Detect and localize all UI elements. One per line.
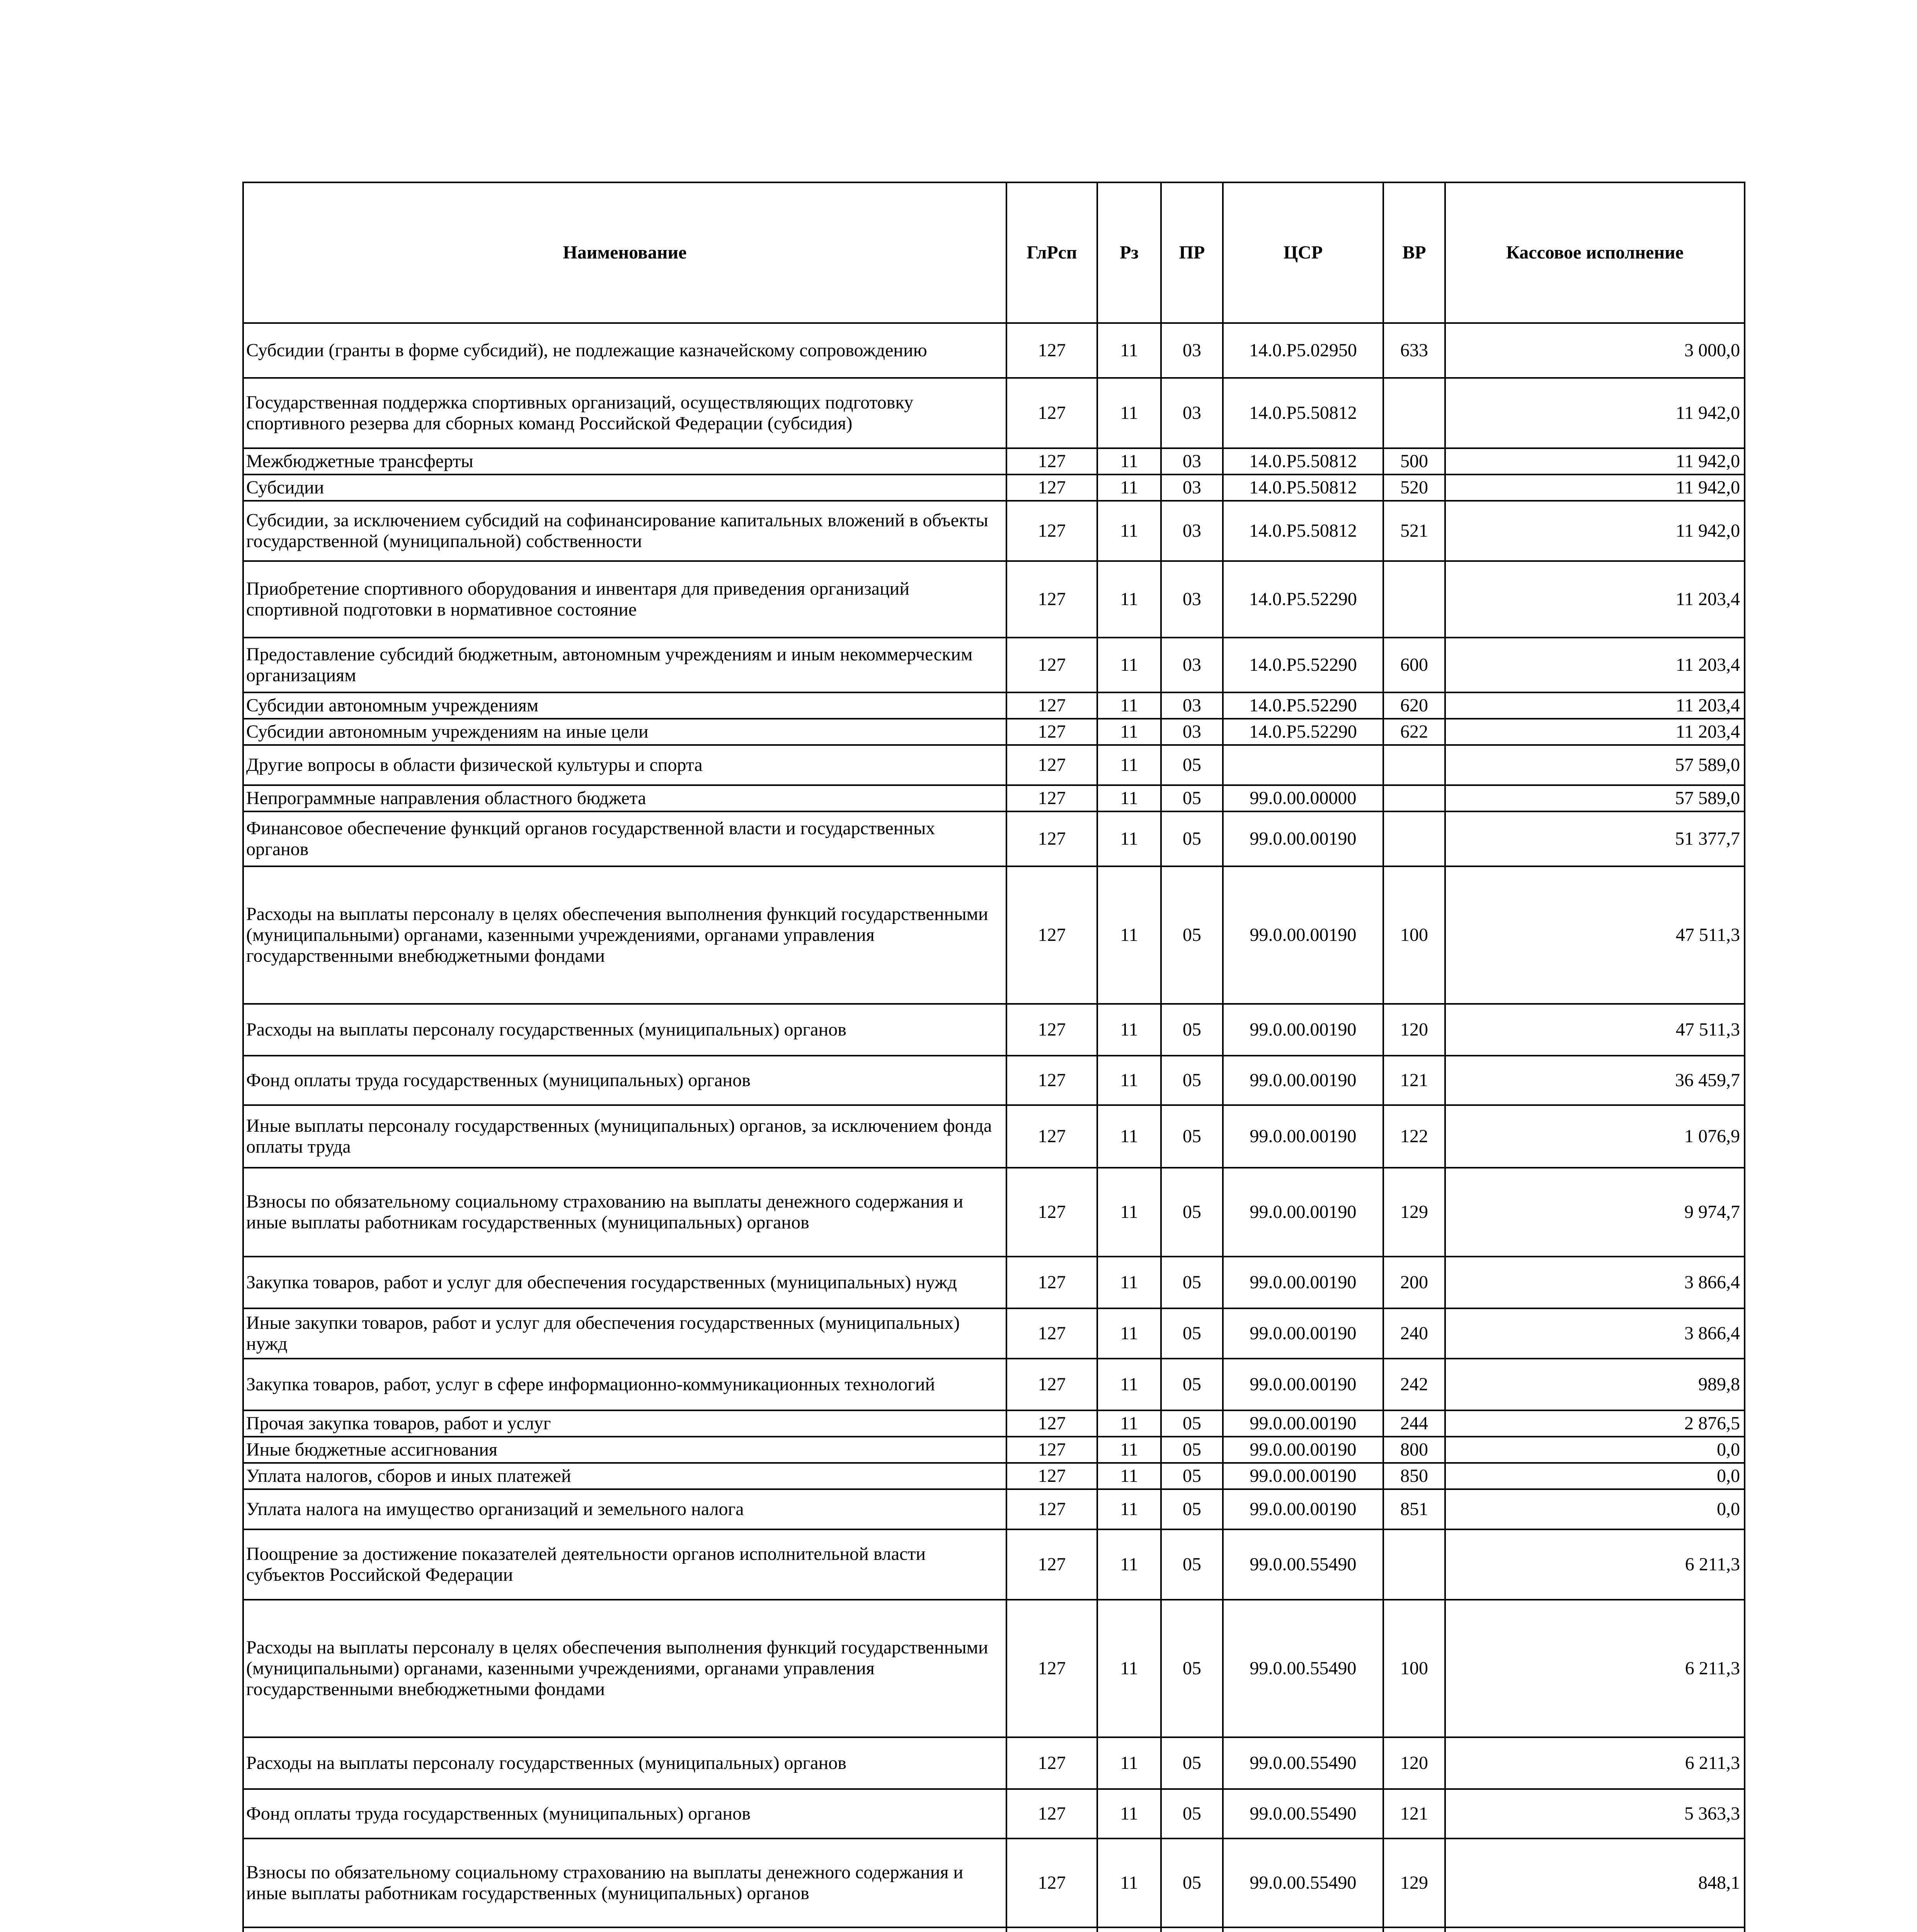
cell-glrsp xyxy=(1006,1927,1097,1932)
cell-vr: 121 xyxy=(1383,1789,1445,1838)
cell-pr: 05 xyxy=(1161,1789,1223,1838)
cell-name: Поощрение за достижение показателей деятельности органов исполнительной власти субъектов Российской Федерации xyxy=(243,1529,1006,1600)
table-row xyxy=(243,448,1745,474)
cell-name: Субсидии xyxy=(243,474,1006,501)
table-row xyxy=(243,1004,1745,1056)
cell-name: Расходы на выплаты персоналу в целях обеспечения выполнения функций государственными (муниципальными) органами, казенными учреждениями, органами управления государственными внебюджетными фондами xyxy=(243,866,1006,1004)
cell-name: Приобретение спортивного оборудования и инвентаря для приведения организаций спортивной подготовки в нормативное состояние xyxy=(243,561,1006,638)
cell-rz: 11 xyxy=(1097,561,1161,638)
cell-csr: 99.0.00.00190 xyxy=(1223,1004,1383,1056)
cell-name: Уплата налога на имущество организаций и земельного налога xyxy=(243,1489,1006,1529)
header-csr: ЦСР xyxy=(1223,182,1383,323)
cell-name: Расходы на выплаты персоналу государственных (муниципальных) органов xyxy=(243,1004,1006,1056)
cell-csr: 99.0.00.00190 xyxy=(1223,1257,1383,1308)
cell-amount: 6 211,3 xyxy=(1445,1600,1745,1737)
cell-pr: 05 xyxy=(1161,866,1223,1004)
cell-amount: 6 211,3 xyxy=(1445,1529,1745,1600)
cell-csr: 14.0.P5.52290 xyxy=(1223,638,1383,692)
cell-csr: 14.0.P5.52290 xyxy=(1223,719,1383,745)
cell-vr: 121 xyxy=(1383,1056,1445,1105)
header-amount: Кассовое исполнение xyxy=(1445,182,1745,323)
table-row xyxy=(243,866,1745,1004)
table-row xyxy=(243,501,1745,561)
cell-name: Непрограммные направления областного бюджета xyxy=(243,785,1006,811)
cell-pr: 05 xyxy=(1161,1600,1223,1737)
cell-amount: 11 203,4 xyxy=(1445,719,1745,745)
cell-glrsp: 127 xyxy=(1006,323,1097,378)
cell-name: Расходы на выплаты персоналу государственных (муниципальных) органов xyxy=(243,1737,1006,1789)
cell-amount: 6 211,3 xyxy=(1445,1737,1745,1789)
cell-name: Другие вопросы в области физической культуры и спорта xyxy=(243,745,1006,785)
cell-rz: 11 xyxy=(1097,1168,1161,1257)
cell-name: Субсидии автономным учреждениям xyxy=(243,692,1006,719)
cell-amount: 57 589,0 xyxy=(1445,745,1745,785)
cell-csr: 99.0.00.00190 xyxy=(1223,1359,1383,1410)
cell-rz: 11 xyxy=(1097,866,1161,1004)
cell-name: Межбюджетные трансферты xyxy=(243,448,1006,474)
cell-glrsp: 127 xyxy=(1006,866,1097,1004)
cell-csr: 14.0.P5.52290 xyxy=(1223,561,1383,638)
cell-csr: 99.0.00.00190 xyxy=(1223,1437,1383,1463)
cell-pr: 05 xyxy=(1161,745,1223,785)
table-row xyxy=(243,1737,1745,1789)
cell-rz: 11 xyxy=(1097,378,1161,448)
table-row xyxy=(243,1308,1745,1359)
cell-vr xyxy=(1383,745,1445,785)
cell-vr: 129 xyxy=(1383,1838,1445,1927)
cell-amount: 2 876,5 xyxy=(1445,1410,1745,1437)
cell-csr: 99.0.00.00190 xyxy=(1223,866,1383,1004)
table-row xyxy=(243,378,1745,448)
cell-vr xyxy=(1383,811,1445,866)
cell-csr: 14.0.P5.50812 xyxy=(1223,378,1383,448)
cell-csr: 99.0.00.00190 xyxy=(1223,1489,1383,1529)
cell-pr: 05 xyxy=(1161,1308,1223,1359)
table-row xyxy=(243,1056,1745,1105)
cell-name: Иные выплаты персоналу государственных (муниципальных) органов, за исключением фонда оплаты труда xyxy=(243,1105,1006,1168)
table-row xyxy=(243,719,1745,745)
cell-amount: 51 377,7 xyxy=(1445,811,1745,866)
cell-glrsp: 127 xyxy=(1006,785,1097,811)
cell-csr: 14.0.P5.50812 xyxy=(1223,501,1383,561)
table-row xyxy=(243,785,1745,811)
cell-name: Предоставление субсидий бюджетным, автономным учреждениям и иным некоммерческим организациям xyxy=(243,638,1006,692)
cell-name: Закупка товаров, работ и услуг для обеспечения государственных (муниципальных) нужд xyxy=(243,1257,1006,1308)
cell-amount: 0,0 xyxy=(1445,1463,1745,1489)
table-row xyxy=(243,1168,1745,1257)
cell-vr: 500 xyxy=(1383,448,1445,474)
cell-rz: 11 xyxy=(1097,1737,1161,1789)
cell-pr: 05 xyxy=(1161,1838,1223,1927)
header-glrsp: ГлРсп xyxy=(1006,182,1097,323)
cell-csr xyxy=(1223,1927,1383,1932)
cell-rz: 11 xyxy=(1097,692,1161,719)
header-row xyxy=(243,182,1745,323)
cell-name: Иные бюджетные ассигнования xyxy=(243,1437,1006,1463)
cell-vr: 242 xyxy=(1383,1359,1445,1410)
cell-rz: 11 xyxy=(1097,323,1161,378)
cell-csr xyxy=(1223,745,1383,785)
cell-amount: 5 363,3 xyxy=(1445,1789,1745,1838)
header-name: Наименование xyxy=(243,182,1006,323)
cell-amount: 989,8 xyxy=(1445,1359,1745,1410)
cell-rz: 11 xyxy=(1097,1257,1161,1308)
cell-glrsp: 127 xyxy=(1006,1838,1097,1927)
cell-glrsp: 127 xyxy=(1006,474,1097,501)
cell-glrsp: 127 xyxy=(1006,1105,1097,1168)
cell-pr: 03 xyxy=(1161,561,1223,638)
cell-glrsp: 127 xyxy=(1006,501,1097,561)
cell-glrsp: 127 xyxy=(1006,378,1097,448)
cell-glrsp: 127 xyxy=(1006,1410,1097,1437)
cell-rz: 11 xyxy=(1097,1600,1161,1737)
cell-pr: 03 xyxy=(1161,378,1223,448)
cell-pr: 05 xyxy=(1161,1056,1223,1105)
cell-rz: 11 xyxy=(1097,1410,1161,1437)
cell-rz xyxy=(1097,1927,1161,1932)
cell-rz: 11 xyxy=(1097,1789,1161,1838)
cell-rz: 11 xyxy=(1097,474,1161,501)
cell-rz: 11 xyxy=(1097,638,1161,692)
header-pr: ПР xyxy=(1161,182,1223,323)
cell-vr: 850 xyxy=(1383,1463,1445,1489)
cell-pr: 05 xyxy=(1161,1489,1223,1529)
cell-name: Иные закупки товаров, работ и услуг для обеспечения государственных (муниципальных) нужд xyxy=(243,1308,1006,1359)
cell-vr xyxy=(1383,378,1445,448)
table-row xyxy=(243,811,1745,866)
cell-glrsp: 127 xyxy=(1006,1789,1097,1838)
cell-csr: 14.0.P5.52290 xyxy=(1223,692,1383,719)
cell-pr: 03 xyxy=(1161,638,1223,692)
cell-rz: 11 xyxy=(1097,1056,1161,1105)
cell-amount: 11 942,0 xyxy=(1445,448,1745,474)
cell-glrsp: 127 xyxy=(1006,1257,1097,1308)
cell-pr: 05 xyxy=(1161,1168,1223,1257)
cell-glrsp: 127 xyxy=(1006,1600,1097,1737)
cell-vr: 521 xyxy=(1383,501,1445,561)
cell-pr: 05 xyxy=(1161,1437,1223,1463)
cell-amount: 11 203,4 xyxy=(1445,638,1745,692)
table-row xyxy=(243,1437,1745,1463)
cell-rz: 11 xyxy=(1097,1489,1161,1529)
header-rz: Рз xyxy=(1097,182,1161,323)
cell-pr: 03 xyxy=(1161,474,1223,501)
cell-vr: 800 xyxy=(1383,1437,1445,1463)
table-row xyxy=(243,745,1745,785)
cell-vr xyxy=(1383,1529,1445,1600)
table-row xyxy=(243,1489,1745,1529)
cell-pr: 03 xyxy=(1161,692,1223,719)
cell-glrsp: 127 xyxy=(1006,1168,1097,1257)
cell-name: Фонд оплаты труда государственных (муниципальных) органов xyxy=(243,1789,1006,1838)
cell-amount: 36 459,7 xyxy=(1445,1056,1745,1105)
cell-csr: 99.0.00.00190 xyxy=(1223,811,1383,866)
table-row xyxy=(243,1529,1745,1600)
cell-name: Субсидии автономным учреждениям на иные цели xyxy=(243,719,1006,745)
cell-csr: 99.0.00.00190 xyxy=(1223,1308,1383,1359)
cell-csr: 14.0.P5.50812 xyxy=(1223,448,1383,474)
cell-glrsp: 127 xyxy=(1006,1359,1097,1410)
cell-glrsp: 127 xyxy=(1006,719,1097,745)
cell-glrsp: 127 xyxy=(1006,745,1097,785)
cell-vr: 633 xyxy=(1383,323,1445,378)
cell-glrsp: 127 xyxy=(1006,1463,1097,1489)
cell-vr: 122 xyxy=(1383,1105,1445,1168)
cell-vr: 620 xyxy=(1383,692,1445,719)
cell-pr: 05 xyxy=(1161,1410,1223,1437)
cell-rz: 11 xyxy=(1097,1004,1161,1056)
cell-csr: 14.0.P5.50812 xyxy=(1223,474,1383,501)
table-body xyxy=(243,323,1745,1932)
cell-vr: 600 xyxy=(1383,638,1445,692)
cell-glrsp: 127 xyxy=(1006,811,1097,866)
cell-amount: 3 866,4 xyxy=(1445,1257,1745,1308)
cell-csr: 99.0.00.00190 xyxy=(1223,1410,1383,1437)
cell-amount: 11 942,0 xyxy=(1445,474,1745,501)
cell-pr: 05 xyxy=(1161,1737,1223,1789)
table-row xyxy=(243,1359,1745,1410)
cell-rz: 11 xyxy=(1097,745,1161,785)
cell-pr: 03 xyxy=(1161,323,1223,378)
cell-glrsp: 127 xyxy=(1006,1308,1097,1359)
cell-rz: 11 xyxy=(1097,1359,1161,1410)
cell-name xyxy=(243,1927,1006,1932)
table-row xyxy=(243,1838,1745,1927)
cell-vr: 120 xyxy=(1383,1004,1445,1056)
table-row xyxy=(243,692,1745,719)
cell-csr: 99.0.00.55490 xyxy=(1223,1529,1383,1600)
cell-amount xyxy=(1445,1927,1745,1932)
cell-amount: 47 511,3 xyxy=(1445,1004,1745,1056)
cell-pr: 03 xyxy=(1161,501,1223,561)
cell-pr: 05 xyxy=(1161,811,1223,866)
table-row xyxy=(243,1927,1745,1932)
cell-glrsp: 127 xyxy=(1006,1437,1097,1463)
cell-pr: 05 xyxy=(1161,1529,1223,1600)
cell-csr: 99.0.00.55490 xyxy=(1223,1838,1383,1927)
cell-amount: 1 076,9 xyxy=(1445,1105,1745,1168)
cell-pr: 05 xyxy=(1161,1004,1223,1056)
cell-glrsp: 127 xyxy=(1006,561,1097,638)
cell-vr: 100 xyxy=(1383,866,1445,1004)
table-row xyxy=(243,1105,1745,1168)
cell-vr: 520 xyxy=(1383,474,1445,501)
cell-amount: 3 000,0 xyxy=(1445,323,1745,378)
cell-vr: 622 xyxy=(1383,719,1445,745)
cell-pr: 05 xyxy=(1161,785,1223,811)
cell-pr: 05 xyxy=(1161,1359,1223,1410)
cell-vr xyxy=(1383,1927,1445,1932)
cell-rz: 11 xyxy=(1097,1529,1161,1600)
cell-glrsp: 127 xyxy=(1006,692,1097,719)
cell-rz: 11 xyxy=(1097,448,1161,474)
cell-pr: 05 xyxy=(1161,1463,1223,1489)
table-row xyxy=(243,1257,1745,1308)
cell-vr: 851 xyxy=(1383,1489,1445,1529)
cell-amount: 11 942,0 xyxy=(1445,378,1745,448)
cell-csr: 14.0.P5.02950 xyxy=(1223,323,1383,378)
cell-name: Взносы по обязательному социальному страхованию на выплаты денежного содержания и иные выплаты работникам государственных (муниципальных) органов xyxy=(243,1168,1006,1257)
cell-glrsp: 127 xyxy=(1006,1004,1097,1056)
cell-name: Уплата налогов, сборов и иных платежей xyxy=(243,1463,1006,1489)
cell-vr: 244 xyxy=(1383,1410,1445,1437)
cell-glrsp: 127 xyxy=(1006,1489,1097,1529)
cell-csr: 99.0.00.55490 xyxy=(1223,1789,1383,1838)
cell-rz: 11 xyxy=(1097,719,1161,745)
cell-csr: 99.0.00.55490 xyxy=(1223,1600,1383,1737)
cell-name: Субсидии, за исключением субсидий на софинансирование капитальных вложений в объекты государственной (муниципальной) собственности xyxy=(243,501,1006,561)
cell-vr: 240 xyxy=(1383,1308,1445,1359)
table-row xyxy=(243,638,1745,692)
cell-name: Расходы на выплаты персоналу в целях обеспечения выполнения функций государственными (муниципальными) органами, казенными учреждениями, органами управления государственными внебюджетными фондами xyxy=(243,1600,1006,1737)
cell-name: Фонд оплаты труда государственных (муниципальных) органов xyxy=(243,1056,1006,1105)
cell-vr xyxy=(1383,785,1445,811)
cell-glrsp: 127 xyxy=(1006,448,1097,474)
cell-pr: 05 xyxy=(1161,1105,1223,1168)
cell-csr: 99.0.00.00190 xyxy=(1223,1056,1383,1105)
cell-pr: 03 xyxy=(1161,448,1223,474)
cell-name: Государственная поддержка спортивных организаций, осуществляющих подготовку спортивного резерва для сборных команд Российской Федерации (субсидия) xyxy=(243,378,1006,448)
cell-rz: 11 xyxy=(1097,1308,1161,1359)
header-vr: ВР xyxy=(1383,182,1445,323)
cell-amount: 11 203,4 xyxy=(1445,692,1745,719)
cell-csr: 99.0.00.00190 xyxy=(1223,1168,1383,1257)
cell-amount: 47 511,3 xyxy=(1445,866,1745,1004)
cell-amount: 848,1 xyxy=(1445,1838,1745,1927)
cell-pr: 05 xyxy=(1161,1257,1223,1308)
cell-vr: 120 xyxy=(1383,1737,1445,1789)
cell-rz: 11 xyxy=(1097,1463,1161,1489)
table-row xyxy=(243,561,1745,638)
cell-vr xyxy=(1383,561,1445,638)
cell-rz: 11 xyxy=(1097,1105,1161,1168)
cell-pr: 03 xyxy=(1161,719,1223,745)
cell-glrsp: 127 xyxy=(1006,1056,1097,1105)
cell-glrsp: 127 xyxy=(1006,1737,1097,1789)
cell-pr xyxy=(1161,1927,1223,1932)
table-row xyxy=(243,1463,1745,1489)
cell-rz: 11 xyxy=(1097,785,1161,811)
cell-csr: 99.0.00.00190 xyxy=(1223,1105,1383,1168)
cell-name: Закупка товаров, работ, услуг в сфере информационно-коммуникационных технологий xyxy=(243,1359,1006,1410)
cell-rz: 11 xyxy=(1097,811,1161,866)
cell-amount: 9 974,7 xyxy=(1445,1168,1745,1257)
cell-glrsp: 127 xyxy=(1006,1529,1097,1600)
cell-amount: 11 203,4 xyxy=(1445,561,1745,638)
cell-name: Субсидии (гранты в форме субсидий), не подлежащие казначейскому сопровождению xyxy=(243,323,1006,378)
cell-rz: 11 xyxy=(1097,1838,1161,1927)
cell-name: Взносы по обязательному социальному страхованию на выплаты денежного содержания и иные выплаты работникам государственных (муниципальных) органов xyxy=(243,1838,1006,1927)
table-row xyxy=(243,1410,1745,1437)
cell-csr: 99.0.00.55490 xyxy=(1223,1737,1383,1789)
cell-name: Прочая закупка товаров, работ и услуг xyxy=(243,1410,1006,1437)
cell-csr: 99.0.00.00000 xyxy=(1223,785,1383,811)
cell-vr: 100 xyxy=(1383,1600,1445,1737)
budget-table xyxy=(242,182,1745,1932)
cell-amount: 3 866,4 xyxy=(1445,1308,1745,1359)
cell-rz: 11 xyxy=(1097,1437,1161,1463)
cell-glrsp: 127 xyxy=(1006,638,1097,692)
cell-name: Финансовое обеспечение функций органов государственной власти и государственных органов xyxy=(243,811,1006,866)
table-row xyxy=(243,474,1745,501)
cell-csr: 99.0.00.00190 xyxy=(1223,1463,1383,1489)
cell-amount: 57 589,0 xyxy=(1445,785,1745,811)
cell-vr: 200 xyxy=(1383,1257,1445,1308)
cell-amount: 0,0 xyxy=(1445,1489,1745,1529)
table-row xyxy=(243,323,1745,378)
cell-amount: 0,0 xyxy=(1445,1437,1745,1463)
cell-amount: 11 942,0 xyxy=(1445,501,1745,561)
cell-rz: 11 xyxy=(1097,501,1161,561)
table-row xyxy=(243,1789,1745,1838)
cell-vr: 129 xyxy=(1383,1168,1445,1257)
table-row xyxy=(243,1600,1745,1737)
